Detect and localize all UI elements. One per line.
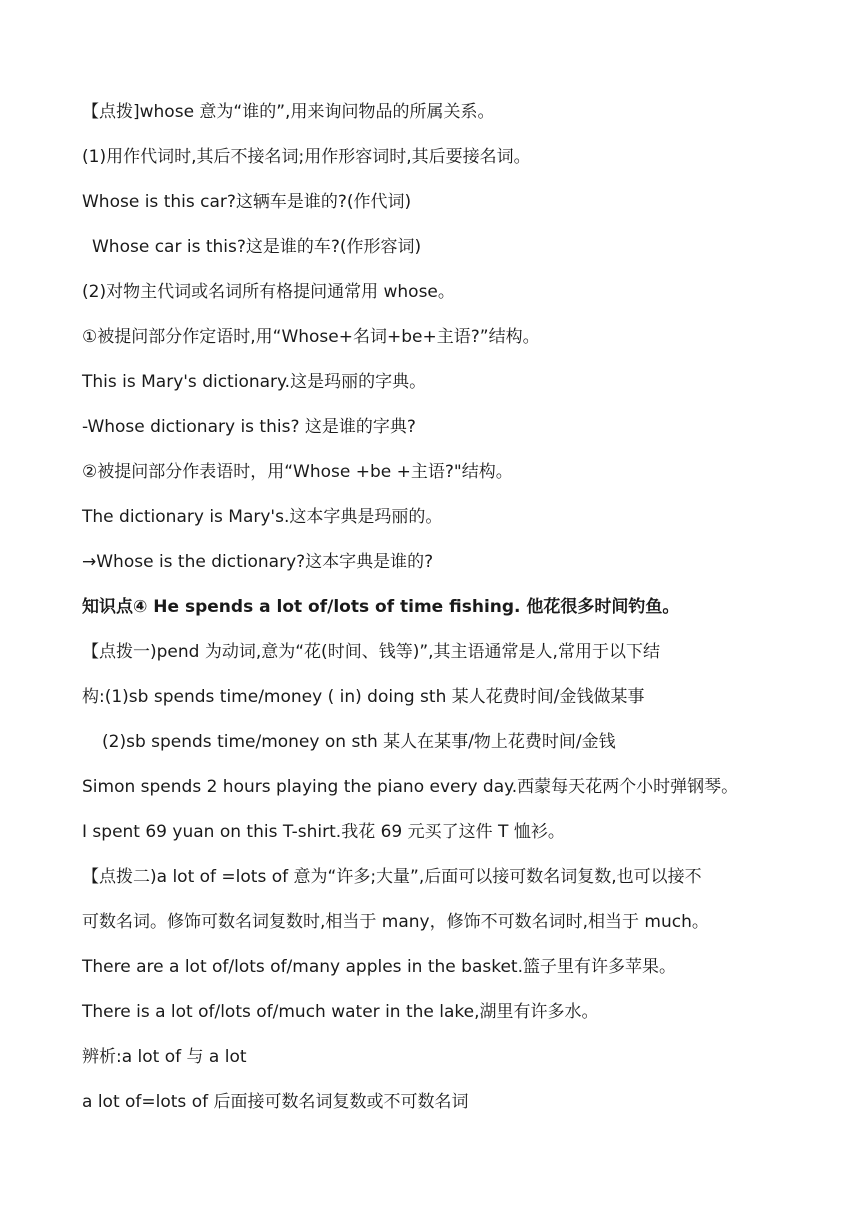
text-line: 【点拨]whose 意为“谁的”,用来询问物品的所属关系。 (82, 102, 495, 122)
text-line: 【点拨二)a lot of =lots of 意为“许多;大量”,后面可以接可数名词复数,也可以接不 (82, 867, 702, 887)
text-line: a lot of=lots of 后面接可数名词复数或不可数名词 (82, 1092, 469, 1112)
text-line: I spent 69 yuan on this T-shirt.我花 69 元买了这件 T 恤衫。 (82, 822, 565, 842)
text-line: The dictionary is Mary's.这本字典是玛丽的。 (82, 507, 443, 527)
text-line: ①被提问部分作定语时,用“Whose+名词+be+主语?”结构。 (82, 327, 540, 347)
text-line: There are a lot of/lots of/many apples in the basket.篮子里有许多苹果。 (82, 957, 676, 977)
text-line: 辨析:a lot of 与 a lot (82, 1047, 247, 1067)
text-line: This is Mary's dictionary.这是玛丽的字典。 (82, 372, 427, 392)
text-line: 【点拨一)pend 为动词,意为“花(时间、钱等)”,其主语通常是人,常用于以下结 (82, 642, 660, 662)
text-line: Whose car is this?这是谁的车?(作形容词) (92, 237, 422, 257)
section-heading: 知识点④ He spends a lot of/lots of time fishing. 他花很多时间钓鱼。 (82, 597, 680, 617)
text-line: (2)sb spends time/money on sth 某人在某事/物上花费时间/金钱 (102, 732, 616, 752)
text-line: (1)用作代词时,其后不接名词;用作形容词时,其后要接名词。 (82, 147, 531, 167)
text-line: (2)对物主代词或名词所有格提问通常用 whose。 (82, 282, 455, 302)
text-line: →Whose is the dictionary?这本字典是谁的? (82, 552, 434, 572)
text-line: Simon spends 2 hours playing the piano every day.西蒙每天花两个小时弹钢琴。 (82, 777, 739, 797)
text-line: -Whose dictionary is this? 这是谁的字典? (82, 417, 416, 437)
text-line: There is a lot of/lots of/much water in the lake,湖里有许多水。 (82, 1002, 599, 1022)
text-line: 可数名词。修饰可数名词复数时,相当于 many，修饰不可数名词时,相当于 much。 (82, 912, 709, 932)
text-line: ②被提问部分作表语时，用“Whose +be +主语?"结构。 (82, 462, 513, 482)
text-line: 构:(1)sb spends time/money ( in) doing sth 某人花费时间/金钱做某事 (82, 687, 645, 707)
text-line: Whose is this car?这辆车是谁的?(作代词) (82, 192, 412, 212)
